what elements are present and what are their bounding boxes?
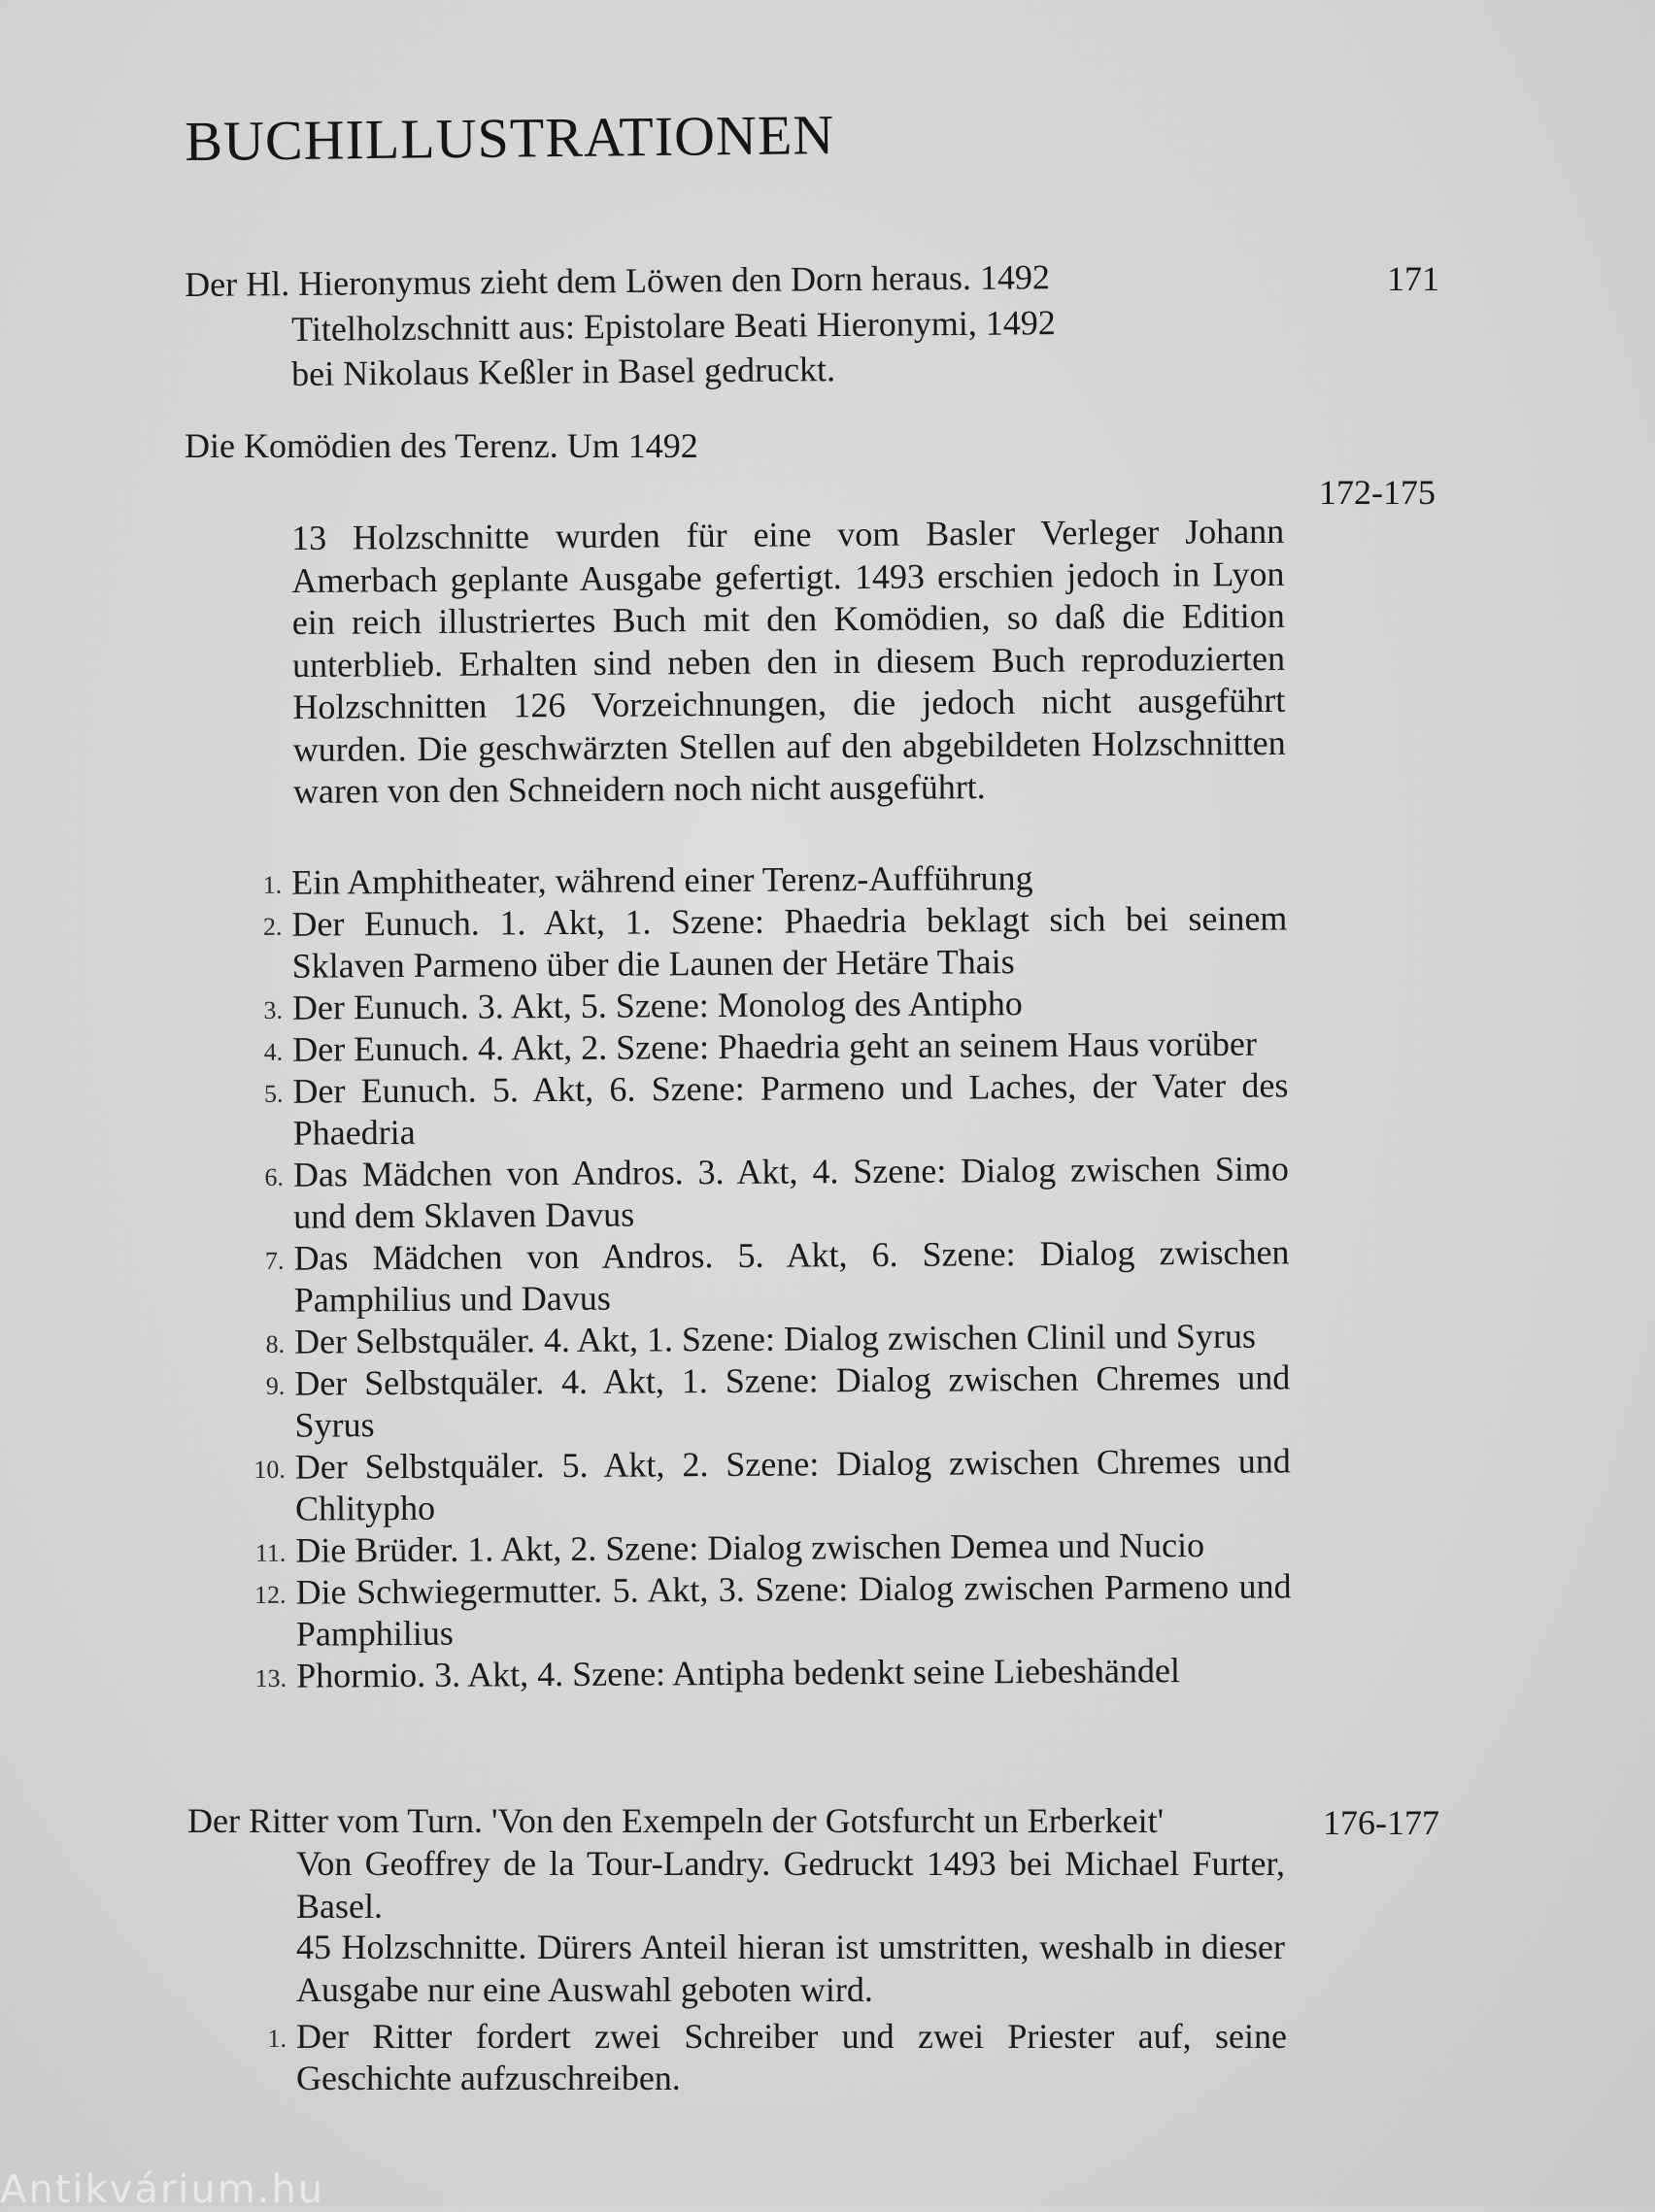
terenz-illustration-list	[243, 855, 1292, 1697]
ritter-illustration-list	[248, 2016, 1287, 2099]
list-item: 8. Der Selbstquäler. 4. Akt, 1. Szene: Dialog zwischen Clinil und Syrus	[265, 1316, 1257, 1361]
list-item: 1. Der Ritter fordert zwei Schreiber und zwei Priester auf, seine Geschichte aufzuschreiben.	[267, 2017, 1287, 2097]
page-number-171: 171	[1387, 259, 1439, 298]
page-number-172-175: 172-175	[1319, 473, 1435, 512]
page-title: BUCHILLUSTRATIONEN	[185, 102, 835, 173]
list-item: 13. Phormio. 3. Akt, 4. Szene: Antipha bedenkt seine Liebeshändel	[254, 1651, 1181, 1695]
list-item: 10. Der Selbstquäler. 5. Akt, 2. Szene: Dialog zwischen Chremes und Chlitypho	[253, 1441, 1291, 1528]
list-item: 3. Der Eunuch. 3. Akt, 5. Szene: Monolog des Antipho	[263, 984, 1023, 1027]
list-item: 2. Der Eunuch. 1. Akt, 1. Szene: Phaedria beklagt sich bei seinem Sklaven Parmeno über die Launen der Hetäre Thais	[262, 898, 1288, 986]
list-item: 6. Das Mädchen von Andros. 3. Akt, 4. Szene: Dialog zwischen Simo und dem Sklaven Davus	[264, 1149, 1290, 1236]
list-item: 1. Ein Amphitheater, während einer Terenz-Aufführung	[262, 858, 1033, 902]
list-item: 7. Das Mädchen von Andros. 5. Akt, 6. Szene: Dialog zwischen Pamphilius und Davus	[264, 1232, 1290, 1320]
entry-heading-ritter: Der Ritter vom Turn. 'Von den Exempeln der Gotsfurcht un Erberkeit'	[187, 1801, 1165, 1840]
list-item: 5. Der Eunuch. 5. Akt, 6. Szene: Parmeno und Laches, der Vater des Phaedria	[263, 1065, 1289, 1153]
entry-description-line: bei Nikolaus Keßler in Basel gedruckt.	[291, 350, 836, 393]
entry-heading-terenz: Die Komödien des Terenz. Um 1492	[185, 426, 698, 465]
list-item: 4. Der Eunuch. 4. Akt, 2. Szene: Phaedria geht an seinem Haus vorüber	[263, 1023, 1258, 1069]
list-item: 12. Die Schwiegermutter. 5. Akt, 3. Szene: Dialog zwischen Parmeno und Pamphilius	[254, 1566, 1292, 1654]
watermark: Antikvárium.hu	[0, 2167, 325, 2212]
entry-description-line: Titelholzschnitt aus: Epistolare Beati Hieronymi, 1492	[291, 303, 1056, 349]
entry-heading-hieronymus: Der Hl. Hieronymus zieht dem Löwen den Dorn heraus. 1492	[185, 257, 1051, 304]
entry-description-terenz: 13 Holzschnitte wurden für eine vom Basler Verleger Johann Amerbach geplante Ausgabe gefertigt. 1493 erschien jedoch in Lyon ein reich illustriertes Buch mit den Komödien, so daß die Edition unterblieb. Erhalten sind neben den in diesem Buch reproduzierten Holzschnitten 126 Vorzeichnungen, die jedoch nicht ausgeführt wurden. Die geschwärzten Stellen auf den abgebildeten Holzschnitten waren von den Schneidern noch nicht ausgeführt.	[291, 511, 1286, 811]
entry-description-ritter: Von Geoffrey de la Tour-Landry. Gedruckt 1493 bei Michael Furter, Basel.	[296, 1844, 1285, 1926]
list-item: 9. Der Selbstquäler. 4. Akt, 1. Szene: Dialog zwischen Chremes und Syrus	[265, 1357, 1291, 1445]
entry-note-ritter: 45 Holzschnitte. Dürers Anteil hieran ist umstritten, weshalb in dieser Ausgabe nur eine Auswahl geboten wird.	[296, 1927, 1285, 2009]
page-number-176-177: 176-177	[1323, 1803, 1439, 1842]
list-item: 11. Die Brüder. 1. Akt, 2. Szene: Dialog zwischen Demea und Nucio	[254, 1525, 1205, 1570]
